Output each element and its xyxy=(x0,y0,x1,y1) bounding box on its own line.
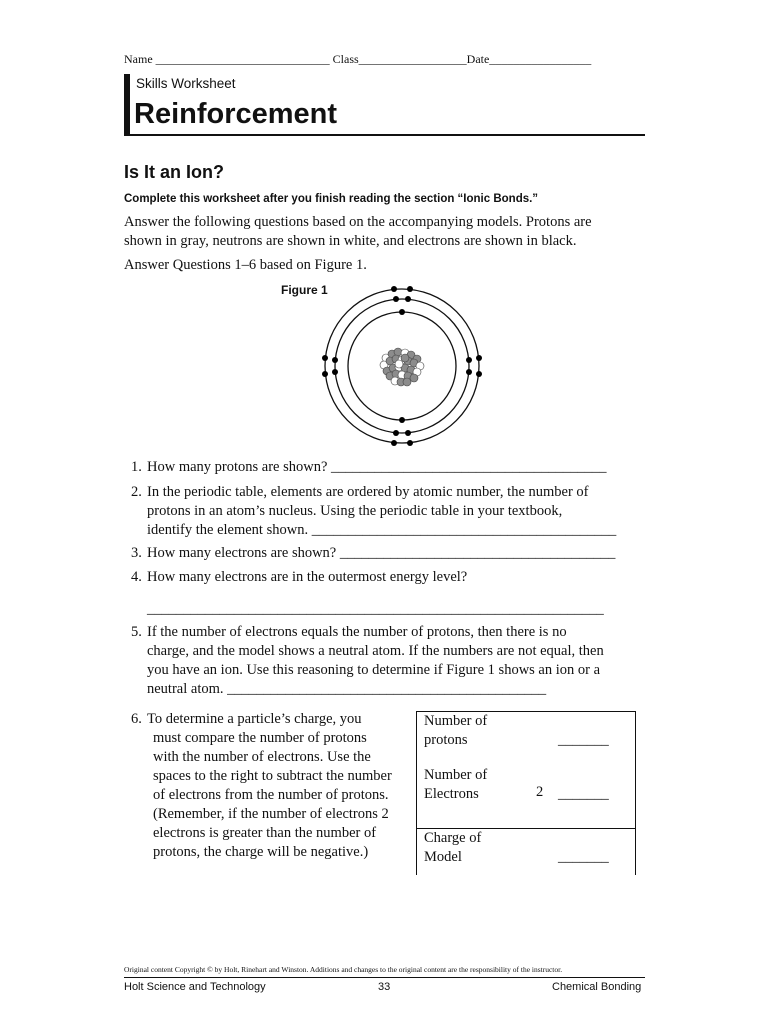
q5-line-2: charge, and the model shows a neutral atom. If the numbers are not equal, then xyxy=(147,643,604,659)
q3-text: How many electrons are shown? ______________________________________ xyxy=(147,545,616,561)
electron xyxy=(466,357,472,363)
q6-line-8: protons, the charge will be negative.) xyxy=(153,844,369,860)
q5-number: 5. xyxy=(131,624,142,640)
electron xyxy=(332,357,338,363)
q6-line-2: must compare the number of protons xyxy=(153,730,367,746)
electron xyxy=(407,286,413,292)
worksheet-title: Reinforcement xyxy=(134,98,338,130)
title-bar xyxy=(124,74,130,136)
figure-label: Figure 1 xyxy=(281,283,328,297)
charge-label-2: Model xyxy=(424,849,462,865)
q4-answer-line[interactable]: _______________________________________________________________ xyxy=(147,601,604,617)
q2-line-3: identify the element shown. __________________________________________ xyxy=(147,522,617,538)
electrons-blank[interactable]: _______ xyxy=(558,786,609,802)
electrons-label-1: Number of xyxy=(424,767,488,783)
electron xyxy=(476,371,482,377)
proton xyxy=(401,354,409,362)
electron xyxy=(322,355,328,361)
q6-line-6: (Remember, if the number of electrons 2 xyxy=(153,806,389,822)
copyright-notice: Original content Copyright © by Holt, Rinehart and Winston. Additions and changes to the original content are the responsibility of the instructor. xyxy=(124,965,563,974)
electron xyxy=(393,430,399,436)
charge-label-1: Charge of xyxy=(424,830,482,846)
intro-line-1: Answer the following questions based on the accompanying models. Protons are xyxy=(124,214,592,230)
worksheet-kicker: Skills Worksheet xyxy=(136,76,236,91)
q2-line-1: In the periodic table, elements are ordered by atomic number, the number of xyxy=(147,484,589,500)
q4-number: 4. xyxy=(131,569,142,585)
protons-label-1: Number of xyxy=(424,713,488,729)
protons-label-2: protons xyxy=(424,732,468,748)
electron xyxy=(391,286,397,292)
q3-number: 3. xyxy=(131,545,142,561)
nucleus xyxy=(380,348,424,386)
section-instruction: Complete this worksheet after you finish reading the section “Ionic Bonds.” xyxy=(124,193,539,205)
q5-line-1: If the number of electrons equals the number of protons, then there is no xyxy=(147,624,567,640)
charge-calculation-box xyxy=(416,711,636,875)
electron xyxy=(322,371,328,377)
title-rule xyxy=(124,134,645,136)
electrons-label-2: Electrons xyxy=(424,786,479,802)
q5-line-4: neutral atom. ____________________________________________ xyxy=(147,681,547,697)
q5-line-3: you have an ion. Use this reasoning to determine if Figure 1 shows an ion or a xyxy=(147,662,601,678)
footer-book-title: Holt Science and Technology xyxy=(124,981,266,993)
electron xyxy=(399,309,405,315)
q4-text: How many electrons are in the outermost energy level? xyxy=(147,569,468,585)
proton xyxy=(410,374,418,382)
electron xyxy=(407,440,413,446)
electron xyxy=(332,369,338,375)
name-class-date-line: Name _____________________________ Class__________________Date_________________ xyxy=(124,52,592,66)
q1-text: How many protons are shown? ______________________________________ xyxy=(147,459,607,475)
q6-line-7: electrons is greater than the number of xyxy=(153,825,377,841)
electron xyxy=(405,296,411,302)
electron xyxy=(405,430,411,436)
q6-line-3: with the number of electrons. Use the xyxy=(153,749,371,765)
proton xyxy=(403,378,411,386)
q1-number: 1. xyxy=(131,459,142,475)
q6-line-1: To determine a particle’s charge, you xyxy=(147,711,362,727)
electron xyxy=(391,440,397,446)
figure-reference: Answer Questions 1–6 based on Figure 1. xyxy=(124,257,367,273)
q2-number: 2. xyxy=(131,484,142,500)
minus-sign: 2 xyxy=(536,784,544,800)
footer-rule xyxy=(124,977,645,978)
electron xyxy=(399,417,405,423)
electron xyxy=(466,369,472,375)
charge-blank[interactable]: _______ xyxy=(558,849,609,865)
electron xyxy=(393,296,399,302)
intro-line-2: shown in gray, neutrons are shown in white, and electrons are shown in black. xyxy=(124,233,577,249)
q6-number: 6. xyxy=(131,711,142,727)
footer-page-number: 33 xyxy=(378,981,391,993)
neutron xyxy=(395,360,403,368)
atom-model-figure xyxy=(318,280,488,450)
q6-line-5: of electrons from the number of protons. xyxy=(153,787,389,803)
q2-line-2: protons in an atom’s nucleus. Using the periodic table in your textbook, xyxy=(147,503,563,519)
section-title: Is It an Ion? xyxy=(124,162,225,182)
protons-blank[interactable]: _______ xyxy=(558,732,609,748)
q6-line-4: spaces to the right to subtract the number xyxy=(153,768,392,784)
footer-chapter: Chemical Bonding xyxy=(552,981,642,993)
electron xyxy=(476,355,482,361)
